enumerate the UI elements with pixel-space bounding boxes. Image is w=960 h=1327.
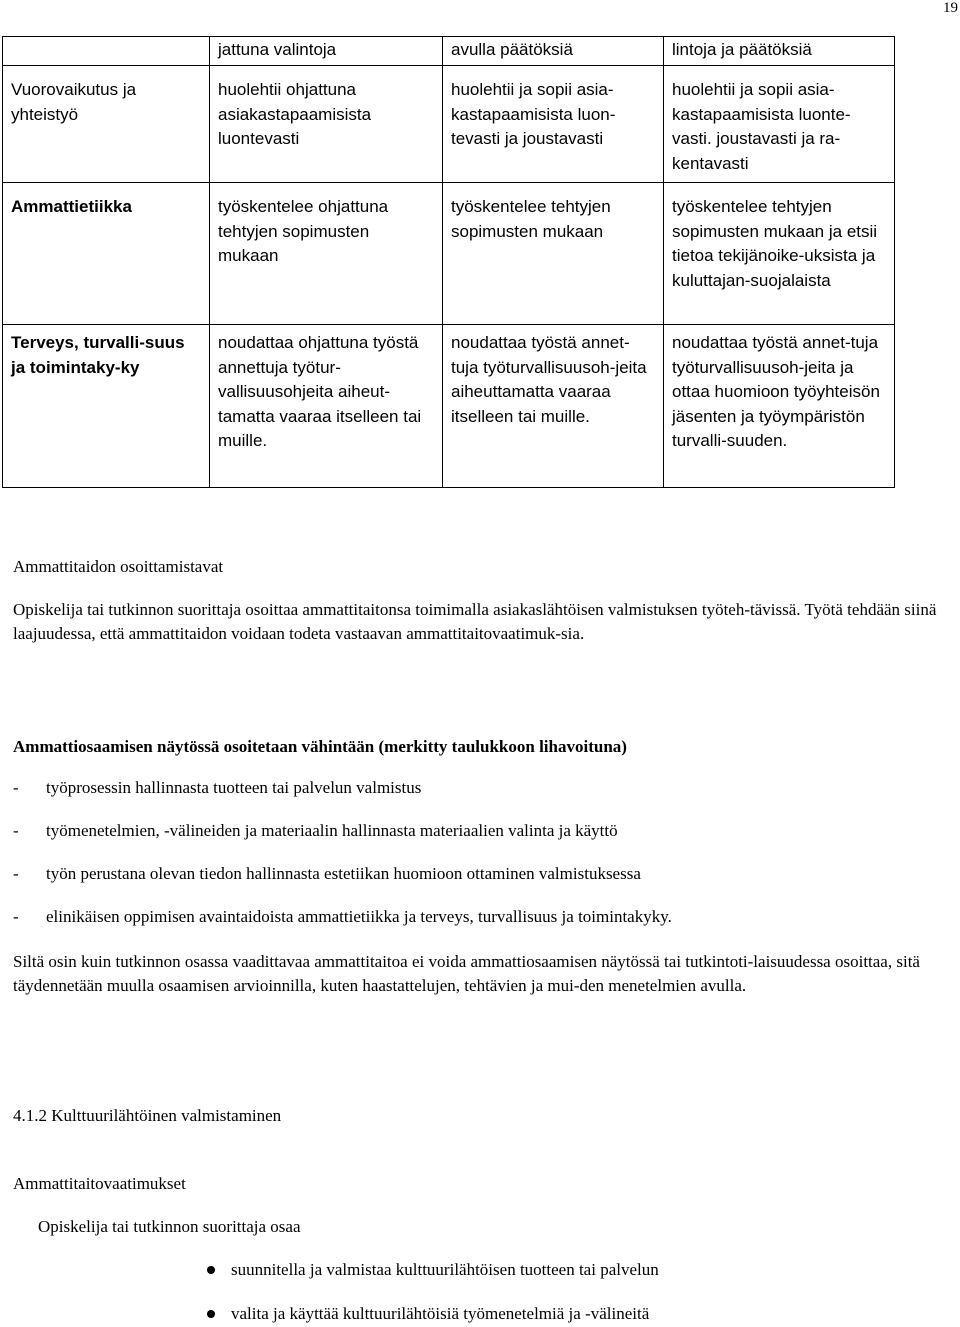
list-item: - työprosessin hallinnasta tuotteen tai palvelun valmistus (13, 778, 422, 797)
table-row (3, 66, 895, 183)
table-row (3, 183, 895, 325)
table-cell: huolehtii ohjattuna asiakastapaamisista luontevasti (210, 66, 443, 183)
list-item-text: työprosessin hallinnasta tuotteen tai palvelun valmistus (46, 778, 422, 797)
list-item: - elinikäisen oppimisen avaintaidoista ammattietiikka ja terveys, turvallisuus ja toimintakyky. (13, 907, 672, 926)
bullet-text: suunnitella ja valmistaa kulttuurilähtöisen tuotteen tai palvelun (231, 1260, 659, 1279)
bullet-icon (207, 1266, 215, 1274)
bullet-icon (207, 1310, 215, 1318)
header-cell: jattuna valintoja (210, 37, 443, 66)
list-item: - työmenetelmien, -välineiden ja materiaalin hallinnasta materiaalien valinta ja käyttö (13, 821, 618, 840)
section-subtitle: Ammattitaitovaatimukset (13, 1174, 186, 1193)
table-cell: noudattaa työstä annet-tuja työturvallisuusoh-jeita ja ottaa huomioon työyhteisön jäsenten ja työympäristön turvalli-suuden. (664, 325, 895, 488)
table-cell: työskentelee tehtyjen sopimusten mukaan (443, 183, 664, 325)
assessment-table (2, 36, 895, 488)
header-cell: avulla päätöksiä (443, 37, 664, 66)
header-cell: lintoja ja päätöksiä (664, 37, 895, 66)
list-item-text: työmenetelmien, -välineiden ja materiaalin hallinnasta materiaalien valinta ja käyttö (46, 821, 618, 840)
body-paragraph: Opiskelija tai tutkinnon suorittaja osoittaa ammattitaitonsa toimimalla asiakaslähtöisen valmistuksen työteh-tävissä. Työtä tehdään siinä laajuudessa, että ammattitaidon voidaan todeta vastaavan ammattitaitovaatimuk-sia. (13, 600, 937, 643)
table-cell: työskentelee tehtyjen sopimusten mukaan ja etsii tietoa tekijänoike-uksista ja kuluttajan-suojalaista (664, 183, 895, 325)
table-row (3, 325, 895, 488)
body-paragraph: Siltä osin kuin tutkinnon osassa vaadittavaa ammattitaitoa ei voida ammattiosaamisen näytössä tai tutkintoti-laisuudessa osoittaa, sitä täydennetään muulla osaamisen arvioinnilla, kuten haastattelujen, tehtävien ja mui-den menetelmien avulla. (13, 952, 920, 995)
table-header-row (3, 37, 895, 66)
criterion-cell: Vuorovaikutus ja yhteistyö (3, 66, 210, 183)
bullet-text: valita ja käyttää kulttuurilähtöisiä työmenetelmiä ja -välineitä (231, 1304, 650, 1323)
section-title: 4.1.2 Kulttuurilähtöinen valmistaminen (13, 1106, 282, 1125)
table-cell: huolehtii ja sopii asia-kastapaamisista luonte-vasti. joustavasti ja ra-kentavasti (664, 66, 895, 183)
list-item: - työn perustana olevan tiedon hallinnasta estetiikan huomioon ottaminen valmistuksessa (13, 864, 641, 883)
table-cell: työskentelee ohjattuna tehtyjen sopimusten mukaan (210, 183, 443, 325)
section-heading: Ammattitaidon osoittamistavat (13, 557, 224, 576)
list-item-text: työn perustana olevan tiedon hallinnasta estetiikan huomioon ottaminen valmistuksessa (46, 864, 641, 883)
section-heading: Ammattiosaamisen näytössä osoitetaan vähintään (merkitty taulukkoon lihavoituna) (13, 737, 627, 756)
criterion-cell: Ammattietiikka (3, 183, 210, 325)
table-cell: noudattaa työstä annet-tuja työturvallisuusoh-jeita aiheuttamatta vaaraa itselleen tai muille. (443, 325, 664, 488)
table-cell: huolehtii ja sopii asia-kastapaamisista luon-tevasti ja joustavasti (443, 66, 664, 183)
list-item-text: elinikäisen oppimisen avaintaidoista ammattietiikka ja terveys, turvallisuus ja toimintakyky. (46, 907, 672, 926)
header-cell (3, 37, 210, 66)
table-cell: noudattaa ohjattuna työstä annettuja työtur-vallisuusohjeita aiheut-tamatta vaaraa itselleen tai muille. (210, 325, 443, 488)
intro-text: Opiskelija tai tutkinnon suorittaja osaa (38, 1217, 301, 1236)
page-number: 19 (943, 0, 958, 16)
criterion-cell: Terveys, turvalli-suus ja toimintaky-ky (3, 325, 210, 488)
